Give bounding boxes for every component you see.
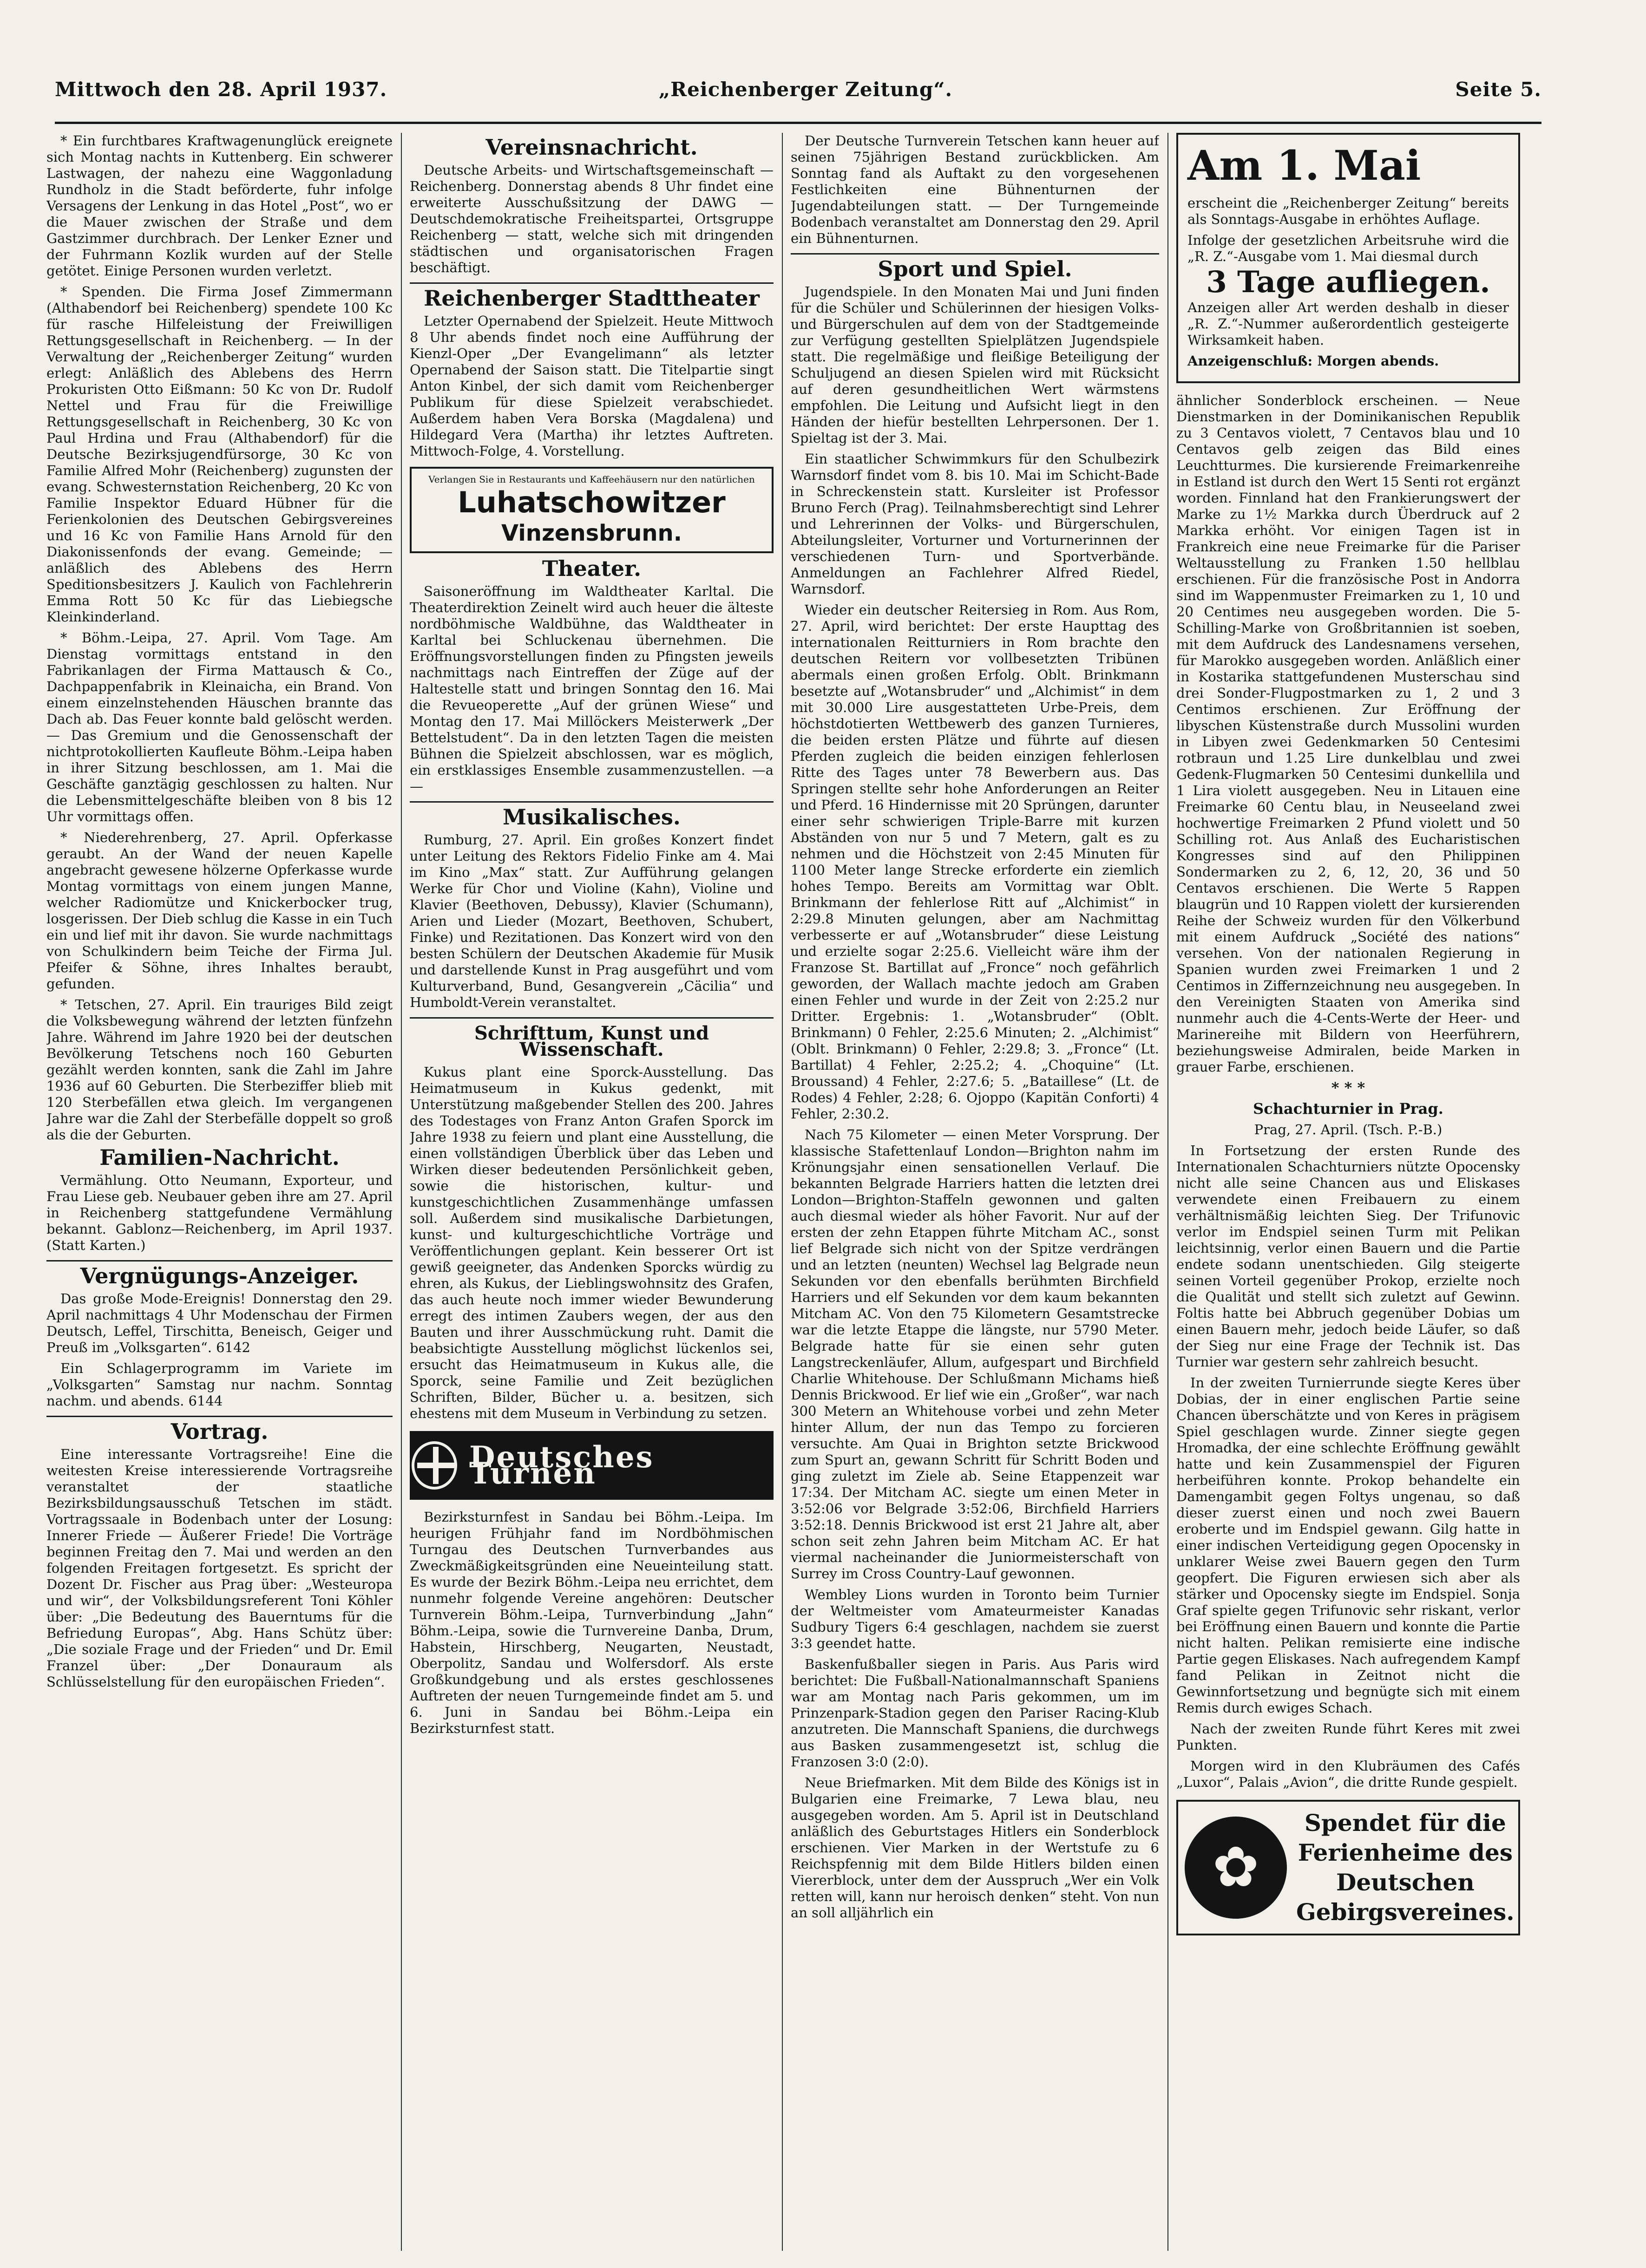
article-wembley: Wembley Lions wurden in Toronto beim Turnier der Weltmeister vom Amateurmeister Kanadas Sudbury Tigers 6:4 geschlagen, nachdem sie zuerst 3:3 geendet hatte.	[791, 1587, 1159, 1651]
section-heading: Vortrag.	[171, 1419, 269, 1444]
gebirgsverein-advertisement	[1176, 1800, 1520, 1935]
article-dateline: Prag, 27. April. (Tsch. P.-B.)	[1254, 1122, 1443, 1137]
section-rule	[46, 1416, 393, 1417]
column-4	[1176, 133, 1520, 2251]
article-variete: Ein Schlagerprogramm im Variete im „Volksgarten“ Samstag nur nachm. Sonntag nachm. und abends. 6144	[46, 1360, 393, 1409]
section-heading: Musikalisches.	[503, 804, 681, 830]
ad-tagline: Verlangen Sie in Restaurants und Kaffeehäusern nur den natürlichen	[428, 474, 755, 485]
deutsches-turnen-banner	[410, 1431, 774, 1500]
article-vermaehlung: Vermählung. Otto Neumann, Exporteur, und Frau Liese geb. Neubauer geben ihre am 27. April in Reichenberg stattgefundene Vermählung bekannt. Gablonz—Reichenberg, im April 1937. (Statt Karten.)	[46, 1172, 393, 1253]
column-2	[410, 133, 774, 2251]
luhatschowitzer-advertisement	[410, 467, 774, 553]
notice-subtitle: 3 Tage aufliegen.	[1206, 265, 1490, 300]
article-opernabend: Letzter Opernabend der Spielzeit. Heute Mittwoch 8 Uhr abends findet noch eine Aufführung der Kienzl-Oper „Der Evangelimann“ als letzter Opernabend der Saison statt. Die Titelpartie singt Anton Kinbel, der sich damit vom Reichenberger Publikum für diese Spielzeit verabschiedet. Außerdem haben Vera Borska (Magdalena) und Hildegard Vera (Martha) ihr letztes Auftreten. Mittwoch-Folge, 4. Vorstellung.	[410, 313, 774, 459]
article-konzert: Rumburg, 27. April. Ein großes Konzert findet unter Leitung des Rektors Fidelio Finke am 4. Mai im Kino „Max“ statt. Zur Aufführung gelangen Werke für Chor und Violine (Kahn), Violine und Klavier (Beethoven, Debussy), Klavier (Schumann), Arien und Lieder (Mozart, Beethoven, Schubert, Finke) und Rezitationen. Das Konzert wird von den besten Schülern der Deutschen Akademie für Musik und darstellende Kunst in Prag ausgeführt und vom Kulturverband, Bund, Gesangverein „Cäcilia“ und Humboldt-Verein veranstaltet.	[410, 832, 774, 1010]
section-rule	[410, 801, 774, 803]
article-tetschen: * Tetschen, 27. April. Ein trauriges Bild zeigt die Volksbewegung während der letzten fünfzehn Jahre. Während im Jahre 1920 bei der deutschen Bevölkerung Tetschens noch 160 Geburten gezählt werden konnten, sank die Zahl im Jahre 1936 auf 60 Geburten. Die Sterbeziffer blieb mit 120 Sterbefällen etwa gleich. Im vergangenen Jahre war die Zahl der Sterbefälle doppelt so groß als die der Geburten.	[46, 997, 393, 1143]
section-heading: Reichenberger Stadttheater	[424, 286, 760, 311]
article-spenden: * Spenden. Die Firma Josef Zimmermann (Althabendorf bei Reichenberg) spendete 100 Kc für rasche Hilfeleistung der Freiwilligen Rettungsgesellschaft in Reichenberg. — In der Verwaltung der „Reichenberger Zeitung“ wurden erlegt: Anläßlich des Ablebens des Herrn Prokuristen Otto Eißmann: 50 Kc von Dr. Rudolf Nettel und Frau für die Freiwillige Rettungsgesellschaft in Reichenberg, 30 Kc von Paul Hrdina und Frau (Althabendorf) für die Deutsche Bezirksjugendfürsorge, 30 Kc von Familie Alfred Mohr (Reichenberg) zugunsten der evang. Schwesternstation Reichenberg, 20 Kc von Familie Inspektor Eduard Hübner für die Ferienkolonien des Deutschen Gebirgsvereines und 16 Kc von Familie Hans Arnold für den Diakonissenfonds der evang. Gemeinde; — anläßlich des Ablebens des Herrn Speditionsbesitzers J. Kaulich von Fachlehrerin Emma Rott 50 Kc für das Liebiegsche Kleinkinderland.	[46, 284, 393, 625]
ad-text: Spendet für die Ferienheime des Deutschen Gebirgsvereines.	[1296, 1809, 1515, 1926]
article-reitersieg: Wieder ein deutscher Reitersieg in Rom. Aus Rom, 27. April, wird berichtet: Der erste Haupttag des internationalen Reitturniers in Rom brachte den deutschen Reitern vor vollbesetzten Tribünen abermals einen großen Erfolg. Oblt. Brinkmann besetzte auf „Wotansbruder“ und „Alchimist“ in dem mit 30.000 Lire ausgestatteten Urbe-Preis, dem höchstdotierten Wettbewerb des ganzen Turnieres, die beiden ersten Plätze und führte auf diesen Pferden zugleich die beiden einzigen fehlerlosen Ritte des Tages unter 78 Bewerbern aus. Das Springen stellte sehr hohe Anforderungen an Reiter und Pferd. 16 Hindernisse mit 20 Sprüngen, darunter einer sehr schwierigen Triple-Barre mit kurzen Abständen von nur 5 und 7 Metern, galt es zu nehmen und die Höchstzeit von 2:45 Minuten für 1100 Meter lange Strecke erforderte ein ziemlich hohes Tempo. Bereits am Vormittag war Oblt. Brinkmann der fehlerlose Ritt auf „Alchimist“ in 2:29.8 Minuten gelungen, aber am Nachmittag verbesserte er auf „Wotansbruder“ diese Leistung und erzielte sogar 2:25.6. Vielleicht wäre ihm der Franzose St. Bartillat auf „Fronce“ noch gefährlich geworden, der Wallach machte jedoch am Graben einen Fehler und wurde in der Zeit von 2:25.2 nur Dritter. Ergebnis: 1. „Wotansbruder“ (Oblt. Brinkmann) 0 Fehler, 2:25.6 Minuten; 2. „Alchimist“ (Oblt. Brinkmann) 0 Fehler, 2:29.8; 3. „Fronce“ (Lt. Bartillat) 4 Fehler, 2:25.2; 4. „Choquine“ (Lt. Broussand) 4 Fehler, 2:27.6; 5. „Bataillese“ (Lt. de Rodes) 4 Fehler, 2:28; 6. Ojoppo (Kapitän Conforti) 4 Fehler, 2:30.2.	[791, 602, 1159, 1122]
article-dawg: Deutsche Arbeits- und Wirtschaftsgemeinschaft — Reichenberg. Donnerstag abends 8 Uhr findet eine erweiterte Ausschußsitzung der DAWG — Deutschdemokratische Freiheitspartei, Ortsgruppe Reichenberg — statt, welche sich mit dringenden städtischen und organisatorischen Fragen beschäftigt.	[410, 162, 774, 275]
header-page-number: Seite 5.	[1455, 78, 1541, 101]
turner-cross-icon	[412, 1441, 457, 1490]
notice-deadline: Anzeigenschluß: Morgen abends.	[1187, 353, 1439, 369]
section-heading: Schrifttum, Kunst und Wissenschaft.	[474, 1022, 709, 1060]
section-heading: Schachturnier in Prag.	[1253, 1100, 1443, 1118]
header-date: Mittwoch den 28. April 1937.	[55, 78, 387, 101]
article-jugendspiele: Jugendspiele. In den Monaten Mai und Juni finden für die Schüler und Schülerinnen der hiesigen Volks- und Bürgerschulen auf dem von der Stadtgemeinde zur Verfügung gestellten Spielplätzen Jugendspiele statt. Die regelmäßige und fleißige Beteiligung der Schuljugend an diesen Spielen wird mit Rücksicht auf deren gesundheitlichen Wert wärmstens empfohlen. Die Leitung und Aufsicht liegt in den Händen der hiefür bestellten Lehrpersonen. Der 1. Spieltag ist der 3. Mai.	[791, 284, 1159, 446]
article-schach-4: Morgen wird in den Klubräumen des Cafés „Luxor“, Palais „Avion“, die dritte Runde gespielt.	[1176, 1758, 1520, 1790]
may-day-notice	[1176, 133, 1520, 383]
section-heading: Vergnügungs-Anzeiger.	[80, 1263, 359, 1288]
section-rule	[791, 253, 1159, 255]
section-heading: Sport und Spiel.	[878, 256, 1072, 281]
column-divider	[782, 133, 783, 2251]
section-heading: Vereinsnachricht.	[485, 135, 698, 160]
header-rule	[55, 122, 1541, 124]
section-rule	[46, 1260, 393, 1261]
ad-sub: Vinzensbrunn.	[501, 520, 682, 546]
article-opferkasse: * Niederehrenberg, 27. April. Opferkasse geraubt. An der Wand der neuen Kapelle angebracht gewesene hölzerne Opferkasse wurde Montag vormittags von einem jungen Manne, welcher Radiomütze und Knickerbocker trug, losgerissen. Der Dieb schlug die Kasse in ein Tuch ein und lief mit ihr davon. Sie wurde nachmittags von Schulkindern beim Teiche der Firma Jul. Pfeifer & Söhne, ihres Inhaltes beraubt, gefunden.	[46, 830, 393, 992]
article-schwimmkurs: Ein staatlicher Schwimmkurs für den Schulbezirk Warnsdorf findet vom 8. bis 10. Mai im Schicht-Bade in Schreckenstein statt. Kursleiter ist Professor Bruno Ferch (Prag). Teilnahmsberechtigt sind Lehrer und Lehrerinnen der Volks- und Bürgerschulen, Abteilungsleiter, Vorturner und Vorturnerinnen der verschiedenen Turn- und Sportverbände. Anmeldungen an Fachlehrer Alfred Riedel, Warnsdorf.	[791, 451, 1159, 597]
section-rule	[410, 282, 774, 284]
article-stafettenlauf: Nach 75 Kilometer — einen Meter Vorsprung. Der klassische Stafettenlauf London—Brighton nahm im Krönungsjahr einen sensationellen Verlauf. Die bekannten Belgrade Harriers hatten die letzten drei London—Brighton-Staffeln gewonnen und galten auch diesmal wieder als höher Favorit. Nur auf der ersten der zehn Etappen führte Mitcham AC., sonst lief Belgrade sich nicht von der Spitze verdrängen und an letzten (neunten) Wechsel lag Belgrade neun Sekunden vor den ebenfalls berühmten Birchfield Harriers und elf Sekunden vor dem kaum bekannten Mitcham AC. Von den 75 Kilometern Gesamtstrecke war die letzte Etappe die längste, nur 5790 Meter. Belgrade hatte für sie einen sehr guten Langstreckenläufer, Allum, aufgespart und Birchfield Charlie Whitehouse. Der Schlußmann Michams hieß Dennis Brickwood. Er lief wie ein „Großer“, war nach 300 Metern an Whitehouse vorbei und zehn Meter hinter Allum, der nun das Tempo zu forcieren versuchte. Am Quai in Brighton setzte Brickwood zum Spurt an, gewann Schritt für Schritt Boden und ging zuletzt im Ziele ab. Seine Etappenzeit war 17:34. Der Mitcham AC. siegte um einen Meter in 3:52:06 vor Belgrade 3:52:06, Birchfield Harriers 3:52:18. Dennis Brickwood ist erst 21 Jahre alt, aber schon seit zehn Jahren beim Mitcham AC. Er hat viermal nacheinander die Juniormeisterschaft von Surrey im Cross Country-Lauf gewonnen.	[791, 1127, 1159, 1582]
article-boehm-leipa: * Böhm.-Leipa, 27. April. Vom Tage. Am Dienstag vormittags entstand in den Fabrikanlagen der Firma Mattausch & Co., Dachpappenfabrik in Kleinaicha, ein Brand. Von einem einzelnstehenden Häuschen brannte das Dach ab. Das Feuer konnte bald gelöscht werden. — Das Gremium und die Genossenschaft der nichtprotokollierten Kaufleute Böhm.-Leipa haben in ihrer Sitzung beschlossen, am 1. Mai die Geschäfte ganztägig geschlossen zu halten. Nur die Lebensmittelgeschäfte bleiben von 8 bis 12 Uhr vormittags offen.	[46, 630, 393, 824]
notice-text: erscheint die „Reichenberger Zeitung“ bereits als Sonntags-Ausgabe in erhöhtes Auflage.	[1187, 195, 1509, 227]
article-unglueck: * Ein furchtbares Kraftwagenunglück ereignete sich Montag nachts in Kuttenberg. Ein schwerer Lastwagen, der nahezu eine Waggonladung Rundholz in die Stadt beförderte, fuhr infolge Versagens der Lenkung in das Hotel „Post“, wo er die Mauer zwischen der Straße und dem Gastzimmer durchbrach. Der Lenker Ezner und der Fuhrmann Kozlik wurden auf der Stelle getötet. Einige Personen wurden verletzt.	[46, 133, 393, 279]
article-waldtheater: Saisoneröffnung im Waldtheater Karltal. Die Theaterdirektion Zeinelt wird auch heuer die älteste nordböhmische Waldbühne, das Waldtheater in Karltal bei Schluckenau übernehmen. Die Eröffnungsvorstellungen finden zu Pfingsten jeweils nachmittags nach Eintreffen der Züge auf der Haltestelle statt und bringen Sonntag den 16. Mai die Revueoperette „Auf der grünen Wiese“ und Montag den 17. Mai Millöckers Meisterwerk „Der Bettelstudent“. Da in den letzten Tagen die meisten Bühnen die Spielzeit abschlossen, war es möglich, ein erstklassiges Ensemble zusammenzustellen. —a—	[410, 583, 774, 794]
article-sporck: Kukus plant eine Sporck-Ausstellung. Das Heimatmuseum in Kukus gedenkt, mit Unterstützung maßgebender Stellen des 200. Jahres des Todestages von Franz Anton Grafen Sporck im Jahre 1938 zu feiern und plant eine Ausstellung, die einen vollständigen Überblick über das Leben und Wirken dieser bedeutenden Persönlichkeit geben, sowie die historischen, kultur- und kunstgeschichtlichen Zusammenhänge umfassen soll. Außerdem sind musikalische Darbietungen, kunst- und kulturgeschichtliche Vorträge und Veröffentlichungen geplant. Kein besserer Ort ist gewiß geeigneter, das Andenken Sporcks würdig zu ehren, als Kukus, der Lieblingswohnsitz des Grafen, das auch heute noch immer wieder Bewunderung erregt des intimen Zaubers wegen, der aus den Bauten und ihrer Ausschmückung ruht. Damit die beabsichtigte Ausstellung möglichst lückenlos sei, ersucht das Heimatmuseum in Kukus alle, die Sporck, seine Familie und Zeit bezüglichen Schriften, Bilder, Bücher u. a. besitzen, sich ehestens mit dem Museum in Verbindung zu setzen.	[410, 1064, 774, 1421]
section-rule	[410, 1017, 774, 1019]
banner-title: Deutsches Turnen	[469, 1440, 654, 1491]
section-heading: Theater.	[542, 556, 642, 581]
article-schach-1: In Fortsetzung der ersten Runde des Internationalen Schachturniers nützte Opocensky nicht alle seine Chancen aus und Eliskases verwendete einen Freibauern zu einem verhältnismäßig leichten Sieg. Der Trifunovic verlor im Endspiel seinen Turm mit Pelikan leichtsinnig, verlor einen Bauern und die Partie endete sodann unentschieden. Gilg steigerte seinen Vorteil gegenüber Prokop, erzielte noch die Qualität und stellt sich zuletzt auf Gewinn. Foltis hatte bei Abbruch gegenüber Dobias um einen Bauern mehr, jedoch beide Läufer, so daß der Sieg nur eine Frage der Technik ist. Das Turnier war gestern sehr zahlreich besucht.	[1176, 1143, 1520, 1370]
article-modeschau: Das große Mode-Ereignis! Donnerstag den 29. April nachmittags 4 Uhr Modenschau der Firmen Deutsch, Leffel, Tirschitta, Beneisch, Geiger und Preuß im „Volksgarten“. 6142	[46, 1291, 393, 1355]
article-bezirksturnfest: Bezirksturnfest in Sandau bei Böhm.-Leipa. Im heurigen Frühjahr fand im Nordböhmischen Turngau des Deutschen Turnverbandes aus Zweckmäßigkeitsgründen eine Neueinteilung statt. Es wurde der Bezirk Böhm.-Leipa neu errichtet, dem nunmehr folgende Vereine angehören: Deutscher Turnverein Böhm.-Leipa, Turnverbindung „Jahn“ Böhm.-Leipa, sowie die Turnvereine Danba, Drum, Habstein, Hirschberg, Neugarten, Neustadt, Oberpolitz, Sandau und Wolfersdorf. Als erste Großkundgebung und als erstes geschlossenes Auftreten der neuen Turngemeinde findet am 5. und 6. Juni in Sandau bei Böhm.-Leipa ein Bezirksturnfest statt.	[410, 1509, 774, 1736]
article-vortragsreihe: Eine interessante Vortragsreihe! Eine die weitesten Kreise interessierende Vortragsreihe veranstaltet der staatliche Bezirksbildungsausschuß Tetschen im städt. Vortragssaale in Bodenbach unter der Losung: Innerer Friede — Äußerer Friede! Die Vorträge beginnen Freitag den 7. Mai und werden an den folgenden Freitagen fortgesetzt. Es spricht der Dozent Dr. Fischer aus Prag über: „Westeuropa und wir“, der Volksbildungsreferent Toni Köhler über: „Die Bedeutung des Bauerntums für die Befriedung Europas“, Abg. Hans Schütz über: „Die soziale Frage und der Frieden“ und Dr. Emil Franzel über: „Der Donauraum als Schlüsselstellung für den europäischen Frieden“.	[46, 1446, 393, 1690]
article-baskenfussball: Baskenfußballer siegen in Paris. Aus Paris wird berichtet: Die Fußball-Nationalmannschaft Spaniens war am Montag nach Paris gekommen, um im Prinzenpark-Stadion gegen den Pariser Racing-Klub anzutreten. Die Mannschaft Spaniens, die durchwegs aus Basken zusammengesetzt ist, schlug die Franzosen 3:0 (2:0).	[791, 1656, 1159, 1770]
ad-brand: Luhatschowitzer	[458, 485, 726, 519]
column-1	[46, 133, 393, 2251]
article-schach-3: Nach der zweiten Runde führt Keres mit zwei Punkten.	[1176, 1721, 1520, 1753]
article-schach-2: In der zweiten Turnierrunde siegte Keres über Dobias, der in einer englischen Partie seine Chancen überschätzte und von Keres in prägisem Spiel geschlagen wurde. Zinner siegte gegen Hromadka, der eine schlechte Eröffnung gewählt hatte und kein Zusammenspiel der Figuren herbeiführen konnte. Prokop behandelte ein Damengambit gegen Foltys ungenau, so daß dieser zuerst einen und noch zwei Bauern eroberte und im Endspiel gewann. Gilg hatte in einer indischen Verteidigung gegen Opocensky in unklarer Weise zwei Bauern gegen den Turm geopfert. Die Figuren erwiesen sich aber als stärker und Opocensky siegte im Endspiel. Sonja Graf spielte gegen Trifunovic sehr riskant, verlor bei Eröffnung einen Bauern und konnte die Partie nicht halten. Pelikan remisierte eine indische Partie gegen Eliskases. Nach aufregendem Kampf fand Pelikan in Zeitnot nicht die Gewinnfortsetzung und begnügte sich mit einem Remis durch ewiges Schach.	[1176, 1375, 1520, 1716]
header-paper-title: „Reichenberger Zeitung“.	[659, 78, 953, 101]
column-divider	[1167, 133, 1168, 2251]
article-briefmarken: Neue Briefmarken. Mit dem Bilde des Königs ist in Bulgarien eine Freimarke, 7 Lewa blau, neu ausgegeben worden. Am 5. April ist in Deutschland anläßlich des Geburtstages Hitlers ein Sonderblock erschienen. Vier Marken in der Wertstufe zu 6 Reichspfennig mit dem Bilde Hitlers bilden einen Viererblock, unter dem der Ausspruch „Wer ein Volk retten will, kann nur heroisch denken“ steht. Von nun an soll alljährlich ein	[791, 1775, 1159, 1921]
edelweiss-emblem-icon	[1185, 1817, 1287, 1919]
notice-title: Am 1. Mai	[1187, 141, 1421, 190]
notice-text: Infolge der gesetzlichen Arbeitsruhe wird die „R. Z.“-Ausgabe vom 1. Mai diesmal durch	[1187, 232, 1509, 264]
page-header	[55, 78, 1541, 111]
column-3	[791, 133, 1159, 2251]
column-divider	[401, 133, 402, 2251]
section-heading: Familien-Nachricht.	[99, 1145, 340, 1170]
article-briefmarken-cont: ähnlicher Sonderblock erscheinen. — Neue Dienstmarken in der Dominikanischen Republik zu 3 Centavos violett, 7 Centavos blau und 10 Centavos gelb zeigen das Bild eines Leuchtturmes. Die kursierende Freimarkenreihe in Estland ist durch den Wert 15 Senti rot ergänzt worden. Finnland hat den Frankierungswert der Marke zu 1½ Markka durch Überdruck auf 2 Markka erhöht. Vor einigen Tagen ist in Frankreich eine neue Freimarke für die Pariser Weltausstellung zu Franken 1.50 hellblau erschienen. Für die französische Post in Andorra sind im Wappenmuster Freimarken zu 1, 10 und 20 Centimes neu ausgegeben worden. Die 5-Schilling-Marke von Großbritannien ist soeben, mit dem Aufdruck des Landesnamens versehen, für Marokko ausgegeben worden. Anläßlich einer in Kostarika stattgefundenen Musterschau sind drei Sonder-Flugpostmarken zu 1, 2 und 3 Centimos erschienen. Zur Eröffnung der libyschen Küstenstraße durch Mussolini wurden in Libyen zwei Gedenkmarken 50 Centesimi rotbraun und 1.25 Lire dunkelblau und zwei Gedenk-Flugmarken 50 Centesimi dunkellila und 1 Lira violett ausgegeben. Neu in Litauen eine Freimarke 60 Centu blau, in Neuseeland zwei hochwertige Freimarken 2 Pfund violett und 50 Schilling rot. Aus Anlaß des Eucharistischen Kongresses sind auf den Philippinen Sondermarken zu 2, 6, 12, 20, 36 und 50 Centavos erschienen. Die Werte 5 Rappen blaugrün und 10 Rappen violett der kursierenden Reihe der Schweiz wurden für den Völkerbund mit einem Aufdruck „Société des nations“ versehen. Von der nationalen Regierung in Spanien wurden zwei Freimarken 1 und 2 Centimos in Ziffernzeichnung neu ausgegeben. In den Vereinigten Staaten von Amerika sind nunmehr auch die 4-Cents-Werte der Heer- und Marinereihe mit Bildern von Heerführern, beziehungsweise Admiralen, beide Marken in grauer Farbe, erschienen.	[1176, 392, 1520, 1075]
separator-stars: * * *	[1331, 1079, 1365, 1097]
notice-text: Anzeigen aller Art werden deshalb in dieser „R. Z.“-Nummer außerordentlich gesteigerte Wirksamkeit haben.	[1187, 300, 1509, 348]
article-turnverein-tetschen: Der Deutsche Turnverein Tetschen kann heuer auf seinen 75jährigen Bestand zurückblicken. Am Sonntag fand als Auftakt zu den vorgesehenen Festlichkeiten eine Bühnenturnen der Jugendabteilungen statt. — Der Turngemeinde Bodenbach veranstaltet am Donnerstag den 29. April ein Bühnenturnen.	[791, 133, 1159, 246]
